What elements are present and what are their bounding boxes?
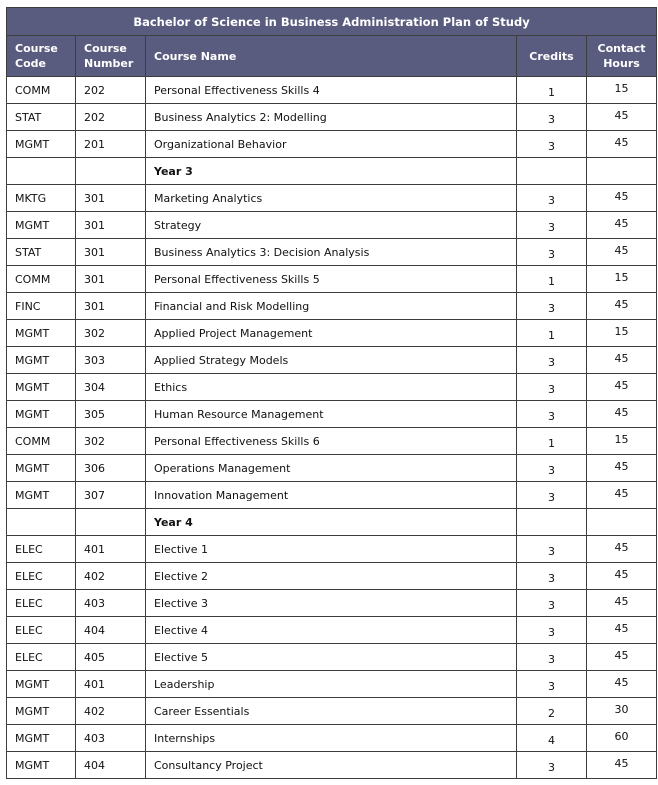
table-row <box>7 563 657 590</box>
table-row <box>7 320 657 347</box>
table-row <box>7 698 657 725</box>
contact-hours-value: 45 <box>587 293 657 320</box>
course-name: Financial and Risk Modelling <box>146 293 517 320</box>
credits-value: 3 <box>517 374 587 401</box>
credits-value: 3 <box>517 239 587 266</box>
credits-value: 3 <box>517 536 587 563</box>
contact-hours-value: 45 <box>587 131 657 158</box>
course-code: ELEC <box>7 563 76 590</box>
course-number: 301 <box>76 293 146 320</box>
credits-value: 3 <box>517 617 587 644</box>
course-code: MKTG <box>7 185 76 212</box>
contact-hours-value: 15 <box>587 77 657 104</box>
course-name: Operations Management <box>146 455 517 482</box>
contact-hours-value: 30 <box>587 698 657 725</box>
course-name: Elective 5 <box>146 644 517 671</box>
credits-value: 3 <box>517 212 587 239</box>
credits-value: 3 <box>517 482 587 509</box>
course-number: 307 <box>76 482 146 509</box>
course-code: FINC <box>7 293 76 320</box>
course-name: Business Analytics 2: Modelling <box>146 104 517 131</box>
course-number: 302 <box>76 428 146 455</box>
empty-cell <box>517 509 587 536</box>
course-code: COMM <box>7 266 76 293</box>
course-name: Marketing Analytics <box>146 185 517 212</box>
course-number: 403 <box>76 725 146 752</box>
course-code: ELEC <box>7 617 76 644</box>
table-row <box>7 77 657 104</box>
course-name: Applied Strategy Models <box>146 347 517 374</box>
empty-cell <box>587 158 657 185</box>
course-name: Organizational Behavior <box>146 131 517 158</box>
header-credits: Credits <box>517 36 587 77</box>
course-number: 402 <box>76 698 146 725</box>
course-number: 301 <box>76 266 146 293</box>
credits-value: 1 <box>517 266 587 293</box>
year-label: Year 4 <box>146 509 517 536</box>
course-number: 305 <box>76 401 146 428</box>
course-number: 401 <box>76 671 146 698</box>
course-number: 301 <box>76 185 146 212</box>
plan-of-study-table <box>6 7 657 779</box>
credits-value: 3 <box>517 752 587 779</box>
empty-cell <box>517 158 587 185</box>
plan-of-study-container <box>6 7 656 779</box>
table-row <box>7 374 657 401</box>
header-contact-hours: Contact Hours <box>587 36 657 77</box>
course-name: Strategy <box>146 212 517 239</box>
course-code: MGMT <box>7 131 76 158</box>
credits-value: 3 <box>517 401 587 428</box>
table-row <box>7 482 657 509</box>
course-code: MGMT <box>7 752 76 779</box>
year-row <box>7 158 657 185</box>
credits-value: 1 <box>517 428 587 455</box>
contact-hours-value: 45 <box>587 455 657 482</box>
course-name: Elective 4 <box>146 617 517 644</box>
course-code: MGMT <box>7 401 76 428</box>
contact-hours-value: 15 <box>587 320 657 347</box>
course-code: MGMT <box>7 482 76 509</box>
course-number: 403 <box>76 590 146 617</box>
table-row <box>7 644 657 671</box>
credits-value: 3 <box>517 185 587 212</box>
course-name: Elective 2 <box>146 563 517 590</box>
contact-hours-value: 45 <box>587 752 657 779</box>
table-row <box>7 725 657 752</box>
table-row <box>7 590 657 617</box>
course-name: Consultancy Project <box>146 752 517 779</box>
table-row <box>7 212 657 239</box>
contact-hours-value: 45 <box>587 644 657 671</box>
contact-hours-value: 45 <box>587 536 657 563</box>
course-number: 405 <box>76 644 146 671</box>
course-code: ELEC <box>7 536 76 563</box>
credits-value: 2 <box>517 698 587 725</box>
table-row <box>7 104 657 131</box>
course-number: 202 <box>76 104 146 131</box>
header-course-number: Course Number <box>76 36 146 77</box>
course-name: Ethics <box>146 374 517 401</box>
credits-value: 3 <box>517 563 587 590</box>
table-row <box>7 347 657 374</box>
course-name: Personal Effectiveness Skills 5 <box>146 266 517 293</box>
course-code: MGMT <box>7 347 76 374</box>
course-code: MGMT <box>7 374 76 401</box>
credits-value: 1 <box>517 320 587 347</box>
credits-value: 3 <box>517 644 587 671</box>
course-name: Elective 1 <box>146 536 517 563</box>
course-code: ELEC <box>7 644 76 671</box>
course-name: Personal Effectiveness Skills 4 <box>146 77 517 104</box>
contact-hours-value: 15 <box>587 428 657 455</box>
course-name: Elective 3 <box>146 590 517 617</box>
course-number: 306 <box>76 455 146 482</box>
contact-hours-value: 60 <box>587 725 657 752</box>
empty-cell <box>7 158 76 185</box>
contact-hours-value: 45 <box>587 374 657 401</box>
credits-value: 3 <box>517 590 587 617</box>
course-number: 404 <box>76 752 146 779</box>
empty-cell <box>587 509 657 536</box>
contact-hours-value: 45 <box>587 104 657 131</box>
course-name: Applied Project Management <box>146 320 517 347</box>
table-row <box>7 185 657 212</box>
contact-hours-value: 45 <box>587 563 657 590</box>
table-row <box>7 239 657 266</box>
course-name: Human Resource Management <box>146 401 517 428</box>
contact-hours-value: 45 <box>587 401 657 428</box>
credits-value: 4 <box>517 725 587 752</box>
course-code: MGMT <box>7 698 76 725</box>
header-course-name: Course Name <box>146 36 517 77</box>
credits-value: 3 <box>517 671 587 698</box>
contact-hours-value: 45 <box>587 212 657 239</box>
table-row <box>7 428 657 455</box>
credits-value: 3 <box>517 293 587 320</box>
course-code: MGMT <box>7 212 76 239</box>
contact-hours-value: 45 <box>587 347 657 374</box>
credits-value: 3 <box>517 131 587 158</box>
table-header-row <box>7 36 657 77</box>
course-number: 201 <box>76 131 146 158</box>
course-name: Personal Effectiveness Skills 6 <box>146 428 517 455</box>
credits-value: 3 <box>517 347 587 374</box>
course-name: Leadership <box>146 671 517 698</box>
table-row <box>7 455 657 482</box>
contact-hours-value: 45 <box>587 482 657 509</box>
course-code: COMM <box>7 77 76 104</box>
table-body <box>7 77 657 779</box>
empty-cell <box>76 509 146 536</box>
empty-cell <box>7 509 76 536</box>
course-number: 401 <box>76 536 146 563</box>
contact-hours-value: 45 <box>587 617 657 644</box>
table-title: Bachelor of Science in Business Administration Plan of Study <box>7 8 657 36</box>
credits-value: 3 <box>517 104 587 131</box>
course-number: 301 <box>76 212 146 239</box>
course-code: MGMT <box>7 725 76 752</box>
contact-hours-value: 15 <box>587 266 657 293</box>
course-number: 404 <box>76 617 146 644</box>
course-code: MGMT <box>7 320 76 347</box>
empty-cell <box>76 158 146 185</box>
course-code: STAT <box>7 104 76 131</box>
course-number: 402 <box>76 563 146 590</box>
course-number: 303 <box>76 347 146 374</box>
table-row <box>7 617 657 644</box>
course-code: STAT <box>7 239 76 266</box>
course-code: COMM <box>7 428 76 455</box>
course-name: Innovation Management <box>146 482 517 509</box>
table-row <box>7 293 657 320</box>
table-row <box>7 752 657 779</box>
year-row <box>7 509 657 536</box>
table-row <box>7 266 657 293</box>
contact-hours-value: 45 <box>587 590 657 617</box>
table-row <box>7 536 657 563</box>
contact-hours-value: 45 <box>587 239 657 266</box>
contact-hours-value: 45 <box>587 185 657 212</box>
course-name: Business Analytics 3: Decision Analysis <box>146 239 517 266</box>
table-row <box>7 401 657 428</box>
header-course-code: Course Code <box>7 36 76 77</box>
year-label: Year 3 <box>146 158 517 185</box>
course-number: 302 <box>76 320 146 347</box>
course-name: Internships <box>146 725 517 752</box>
course-code: MGMT <box>7 671 76 698</box>
course-code: MGMT <box>7 455 76 482</box>
table-row <box>7 671 657 698</box>
course-name: Career Essentials <box>146 698 517 725</box>
contact-hours-value: 45 <box>587 671 657 698</box>
table-title-row <box>7 8 657 36</box>
credits-value: 3 <box>517 455 587 482</box>
course-number: 304 <box>76 374 146 401</box>
course-number: 202 <box>76 77 146 104</box>
course-number: 301 <box>76 239 146 266</box>
table-row <box>7 131 657 158</box>
credits-value: 1 <box>517 77 587 104</box>
course-code: ELEC <box>7 590 76 617</box>
